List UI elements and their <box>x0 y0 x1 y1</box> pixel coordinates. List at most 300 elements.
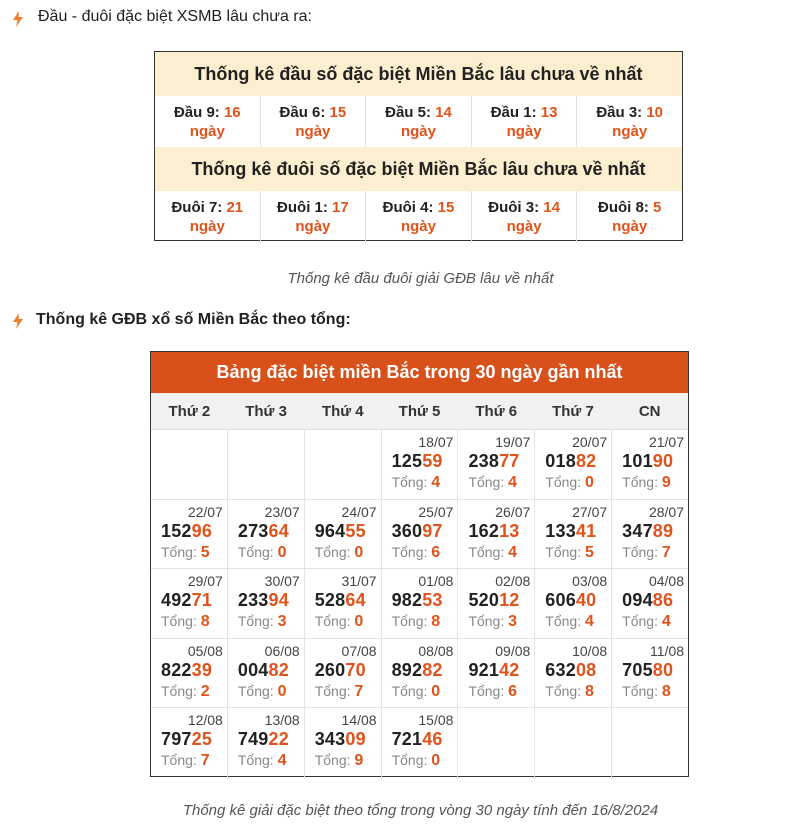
dau-line <box>385 103 452 122</box>
day-cell <box>382 639 459 708</box>
sum-line <box>622 613 671 631</box>
sum-line <box>161 683 210 701</box>
draw-date: 05/08 <box>187 642 223 659</box>
draw-date: 24/07 <box>341 503 377 520</box>
special-prize-number <box>468 590 519 611</box>
duoi-label: Đuôi 8: <box>598 198 653 216</box>
sum-line <box>622 474 671 492</box>
sum-label: Tổng: <box>314 752 355 769</box>
number-head: 632 <box>545 659 576 680</box>
special-prize-number <box>315 660 366 681</box>
number-head: 347 <box>622 520 653 541</box>
empty-day-cell <box>535 708 612 778</box>
number-tail: 86 <box>652 590 674 611</box>
draw-date: 06/08 <box>264 642 300 659</box>
draw-date: 30/07 <box>264 573 300 590</box>
sum-label: Tổng: <box>161 752 201 769</box>
duoi-label: Đuôi 4: <box>382 198 438 216</box>
number-tail: 09 <box>345 729 366 750</box>
number-tail: 97 <box>422 520 443 541</box>
day-cell <box>535 500 612 569</box>
draw-date: 31/07 <box>341 573 377 590</box>
sum-line <box>315 752 364 770</box>
number-head: 273 <box>237 520 269 541</box>
day-cell <box>305 500 382 569</box>
sum-value: 4 <box>431 474 441 491</box>
sum-value: 8 <box>585 682 594 700</box>
sum-line <box>238 683 287 701</box>
number-tail: 46 <box>422 729 443 750</box>
day-cell <box>305 708 382 778</box>
dau-cell <box>472 96 578 147</box>
draw-date: 15/08 <box>418 712 454 729</box>
sum-label: Tổng: <box>468 474 509 490</box>
draw-date: 02/08 <box>495 573 531 590</box>
duoi-cell <box>261 191 367 242</box>
number-tail: 12 <box>499 590 520 611</box>
weekday-header: Thứ 4 <box>321 402 364 420</box>
sum-line <box>545 544 594 562</box>
number-head: 520 <box>468 590 500 611</box>
sum-value: 4 <box>508 474 518 491</box>
sum-value: 7 <box>354 682 364 700</box>
special-prize-number <box>161 590 212 611</box>
sum-value: 2 <box>200 682 210 700</box>
dau-duoi-table <box>154 51 683 241</box>
dau-table-header: Thống kê đầu số đặc biệt Miền Bắc lâu chưa về nhất <box>155 52 682 96</box>
duoi-table-header: Thống kê đuôi số đặc biệt Miền Bắc lâu chưa về nhất <box>155 147 682 191</box>
dau-cell <box>155 96 261 147</box>
draw-date: 07/08 <box>341 642 377 659</box>
sum-label: Tổng: <box>391 613 432 630</box>
number-tail: 82 <box>422 659 443 680</box>
sum-line <box>238 544 287 562</box>
day-cell <box>228 569 305 638</box>
number-tail: 25 <box>191 729 213 750</box>
day-cell <box>228 639 305 708</box>
duoi-line <box>277 198 349 217</box>
sum-label: Tổng: <box>237 752 278 769</box>
sum-value: 5 <box>585 543 594 561</box>
number-head: 125 <box>391 451 423 471</box>
special-prize-number <box>622 451 673 472</box>
sum-line <box>545 474 594 492</box>
special-prize-number <box>315 521 366 542</box>
number-head: 162 <box>468 520 500 541</box>
day-cell <box>612 569 688 638</box>
sum-label: Tổng: <box>622 474 662 490</box>
dau-unit: ngày <box>612 122 648 140</box>
sum-value: 7 <box>200 752 210 770</box>
sum-label: Tổng: <box>161 543 201 560</box>
number-tail: 80 <box>652 659 674 680</box>
draw-date: 13/08 <box>264 712 300 729</box>
sum-value: 0 <box>277 682 287 700</box>
number-head: 133 <box>545 520 576 541</box>
sum-line <box>392 752 441 770</box>
sum-line <box>161 544 210 562</box>
dau-unit: ngày <box>506 122 542 140</box>
number-head: 721 <box>391 729 423 750</box>
sum-label: Tổng: <box>391 543 432 560</box>
sum-line <box>315 683 364 701</box>
sum-line <box>392 544 441 562</box>
week-row <box>151 430 688 500</box>
draw-date: 19/07 <box>495 434 531 450</box>
number-tail: 59 <box>422 451 443 471</box>
number-tail: 41 <box>575 520 597 541</box>
draw-date: 18/07 <box>418 434 454 450</box>
dau-label: Đầu 6: <box>279 103 330 121</box>
number-tail: 39 <box>191 659 213 680</box>
sum-value: 9 <box>354 752 364 770</box>
weekday-header: Thứ 7 <box>552 402 594 420</box>
sum-value: 4 <box>277 752 287 770</box>
sum-line <box>238 613 287 631</box>
duoi-line <box>598 198 661 217</box>
empty-day-cell <box>228 430 305 499</box>
sum-value: 9 <box>661 474 671 491</box>
special-prize-number <box>392 660 443 681</box>
special-prize-number <box>238 660 289 681</box>
duoi-label: Đuôi 7: <box>171 198 227 216</box>
draw-date: 21/07 <box>648 434 685 450</box>
dau-days-value: 13 <box>540 103 558 121</box>
number-tail: 22 <box>268 729 289 750</box>
sum-value: 0 <box>585 474 594 491</box>
dau-cell <box>366 96 472 147</box>
sum-label: Tổng: <box>545 543 585 560</box>
draw-date: 20/07 <box>572 434 608 450</box>
number-head: 606 <box>545 590 576 611</box>
draw-date: 22/07 <box>187 503 223 520</box>
number-head: 982 <box>391 590 423 611</box>
day-cell <box>458 430 535 499</box>
number-head: 892 <box>391 659 423 680</box>
dau-label: Đầu 1: <box>490 103 541 121</box>
duoi-label: Đuôi 3: <box>488 198 544 216</box>
sum-value: 4 <box>508 543 518 561</box>
draw-date: 27/07 <box>572 503 608 520</box>
draw-date: 10/08 <box>572 642 608 659</box>
sum-value: 8 <box>200 613 210 631</box>
sum-label: Tổng: <box>622 613 662 630</box>
sum-label: Tổng: <box>237 682 278 699</box>
number-head: 094 <box>622 590 653 611</box>
dau-unit: ngày <box>189 122 225 140</box>
duoi-line <box>171 198 243 217</box>
number-head: 360 <box>391 520 423 541</box>
draw-date: 12/08 <box>187 712 223 729</box>
dau-cell <box>577 96 682 147</box>
dau-line <box>174 103 241 122</box>
sum-label: Tổng: <box>391 752 432 769</box>
sum-line <box>392 683 441 701</box>
number-tail: 82 <box>575 451 597 471</box>
duoi-label: Đuôi 1: <box>277 198 333 216</box>
duoi-unit: ngày <box>506 217 542 235</box>
day-cell <box>458 639 535 708</box>
duoi-cell <box>366 191 472 242</box>
special-prize-number <box>622 660 673 681</box>
sum-line <box>545 683 594 701</box>
special-prize-number <box>315 729 366 750</box>
sum-value: 5 <box>200 543 210 561</box>
number-tail: 89 <box>652 520 674 541</box>
day-cell <box>151 639 228 708</box>
number-tail: 94 <box>268 590 289 611</box>
caption-dau-duoi: Thống kê đầu đuôi giải GĐB lâu về nhất <box>287 270 554 287</box>
duoi-days-value: 5 <box>653 198 662 216</box>
empty-day-cell <box>458 708 535 778</box>
number-tail: 08 <box>575 659 597 680</box>
weekday-header: Thứ 6 <box>475 402 518 420</box>
dau-line <box>280 103 347 122</box>
sum-label: Tổng: <box>545 613 585 630</box>
dau-unit: ngày <box>400 122 436 140</box>
number-head: 152 <box>161 520 192 541</box>
number-head: 749 <box>237 729 269 750</box>
weekday-header: Thứ 3 <box>245 402 287 420</box>
day-cell <box>151 569 228 638</box>
section-title-tong: Thống kê GĐB xổ số Miền Bắc theo tổng: <box>36 311 351 328</box>
sum-label: Tổng: <box>237 543 278 560</box>
special-prize-number <box>545 451 596 472</box>
dau-row <box>155 96 682 147</box>
empty-day-cell <box>151 430 228 499</box>
sum-label: Tổng: <box>468 682 509 699</box>
weekday-header-row <box>151 393 688 430</box>
dau-unit: ngày <box>295 122 331 140</box>
sum-line <box>622 683 671 701</box>
number-head: 018 <box>545 451 576 471</box>
special-prize-number <box>161 521 212 542</box>
sum-label: Tổng: <box>161 682 201 699</box>
sum-value: 6 <box>508 682 518 700</box>
number-tail: 90 <box>652 451 674 471</box>
day-cell <box>305 639 382 708</box>
special-prize-number <box>238 521 289 542</box>
duoi-days-value: 14 <box>543 198 560 216</box>
duoi-days-value: 17 <box>332 198 349 216</box>
number-tail: 71 <box>191 590 213 611</box>
special-prize-number <box>392 521 443 542</box>
draw-date: 26/07 <box>495 503 531 520</box>
special-prize-number <box>392 729 443 750</box>
draw-date: 09/08 <box>495 642 531 659</box>
section-title-dau-duoi: Đầu - đuôi đặc biệt XSMB lâu chưa ra: <box>38 8 312 25</box>
day-cell <box>228 708 305 778</box>
duoi-line <box>488 198 560 217</box>
sum-label: Tổng: <box>622 682 662 699</box>
day-cell <box>382 430 459 499</box>
sum-value: 8 <box>661 682 671 700</box>
day-cell <box>535 569 612 638</box>
sum-value: 6 <box>431 543 441 561</box>
duoi-unit: ngày <box>295 217 331 235</box>
number-head: 921 <box>468 659 500 680</box>
sum-value: 8 <box>431 613 441 631</box>
sum-label: Tổng: <box>545 474 585 490</box>
number-head: 528 <box>314 590 346 611</box>
special-prize-number <box>545 590 596 611</box>
sum-line <box>315 544 364 562</box>
draw-date: 04/08 <box>648 573 685 590</box>
sum-value: 0 <box>431 682 441 700</box>
special-prize-number <box>392 590 443 611</box>
sum-label: Tổng: <box>391 474 432 490</box>
sum-line <box>468 544 517 562</box>
week-row <box>151 569 688 639</box>
sum-value: 7 <box>661 543 671 561</box>
dau-label: Đầu 3: <box>596 103 647 121</box>
day-cell <box>612 430 688 499</box>
sum-value: 3 <box>508 613 518 631</box>
day-cell <box>228 500 305 569</box>
week-row <box>151 500 688 570</box>
week-row <box>151 708 688 778</box>
day-cell <box>535 639 612 708</box>
duoi-cell <box>155 191 261 242</box>
duoi-days-value: 15 <box>437 198 455 216</box>
special-prize-number <box>468 660 519 681</box>
dau-label: Đầu 5: <box>385 103 436 121</box>
number-head: 238 <box>468 451 500 471</box>
sum-line <box>545 613 594 631</box>
special-prize-number <box>238 590 289 611</box>
number-tail: 55 <box>345 520 366 541</box>
special-prize-number <box>545 521 596 542</box>
number-head: 964 <box>314 520 346 541</box>
special-prize-number <box>622 521 673 542</box>
sum-value: 0 <box>277 543 287 561</box>
number-head: 343 <box>314 729 346 750</box>
sum-line <box>315 613 364 631</box>
day-cell <box>458 569 535 638</box>
caption-tong: Thống kê giải đặc biệt theo tổng trong vòng 30 ngày tính đến 16/8/2024 <box>182 802 659 819</box>
dau-cell <box>261 96 367 147</box>
draw-date: 23/07 <box>264 503 300 520</box>
number-head: 233 <box>237 590 269 611</box>
sum-line <box>468 613 517 631</box>
lightning-bolt-icon <box>12 313 24 329</box>
day-cell <box>382 500 459 569</box>
day-cell <box>382 569 459 638</box>
number-head: 822 <box>161 659 192 680</box>
day-cell <box>612 639 688 708</box>
sum-label: Tổng: <box>314 682 355 699</box>
number-tail: 40 <box>575 590 597 611</box>
day-cell <box>151 500 228 569</box>
draw-date: 29/07 <box>187 573 223 590</box>
sum-value: 0 <box>354 543 364 561</box>
draw-date: 25/07 <box>418 503 454 520</box>
sum-label: Tổng: <box>622 543 662 560</box>
dau-days-value: 15 <box>329 103 347 121</box>
day-cell <box>151 708 228 778</box>
dau-line <box>491 103 558 122</box>
day-cell <box>612 500 688 569</box>
table-title: Bảng đặc biệt miền Bắc trong 30 ngày gần nhất <box>151 352 688 393</box>
empty-day-cell <box>612 708 688 778</box>
special-prize-number <box>468 521 519 542</box>
lightning-bolt-icon <box>12 11 24 27</box>
week-row <box>151 639 688 709</box>
calendar-grid <box>151 430 688 778</box>
duoi-cell <box>577 191 682 242</box>
draw-date: 28/07 <box>648 503 685 520</box>
sum-value: 3 <box>277 613 287 631</box>
empty-day-cell <box>305 430 382 499</box>
sum-label: Tổng: <box>237 613 278 630</box>
day-cell <box>305 569 382 638</box>
sum-label: Tổng: <box>468 613 509 630</box>
duoi-unit: ngày <box>400 217 436 235</box>
sum-label: Tổng: <box>314 613 355 630</box>
sum-label: Tổng: <box>391 682 432 699</box>
day-cell <box>535 430 612 499</box>
duoi-row <box>155 191 682 242</box>
sum-line <box>392 613 441 631</box>
sum-label: Tổng: <box>314 543 355 560</box>
sum-line <box>161 752 210 770</box>
number-tail: 13 <box>499 520 520 541</box>
dau-label: Đầu 9: <box>173 103 224 121</box>
number-tail: 53 <box>422 590 443 611</box>
sum-line <box>468 474 517 492</box>
special-prize-number <box>622 590 673 611</box>
sum-line <box>392 474 441 492</box>
dau-line <box>596 103 663 122</box>
duoi-unit: ngày <box>189 217 225 235</box>
duoi-days-value: 21 <box>226 198 244 216</box>
sum-label: Tổng: <box>468 543 509 560</box>
sum-value: 0 <box>431 752 441 770</box>
duoi-unit: ngày <box>612 217 648 235</box>
dau-days-value: 14 <box>435 103 452 121</box>
sum-label: Tổng: <box>161 613 201 630</box>
special-prize-number <box>161 729 212 750</box>
number-tail: 77 <box>499 451 520 471</box>
weekday-header: Thứ 2 <box>168 402 211 420</box>
duoi-cell <box>472 191 578 242</box>
weekday-header: Thứ 5 <box>398 402 441 420</box>
number-head: 004 <box>237 659 269 680</box>
number-head: 101 <box>622 451 653 471</box>
sum-line <box>622 544 671 562</box>
draw-date: 14/08 <box>341 712 377 729</box>
number-head: 705 <box>622 659 653 680</box>
sum-line <box>468 683 517 701</box>
draw-date: 11/08 <box>650 642 685 659</box>
special-prize-number <box>238 729 289 750</box>
weekday-header: CN <box>638 402 661 420</box>
dau-days-value: 16 <box>223 103 241 121</box>
duoi-line <box>383 198 455 217</box>
day-cell <box>458 500 535 569</box>
number-head: 797 <box>161 729 192 750</box>
special-prize-number <box>468 451 519 472</box>
sum-label: Tổng: <box>545 682 585 699</box>
sum-value: 0 <box>354 613 364 631</box>
draw-date: 01/08 <box>418 573 454 590</box>
dau-days-value: 10 <box>646 103 664 121</box>
special-prize-number <box>161 660 212 681</box>
number-head: 260 <box>314 659 346 680</box>
sum-line <box>161 613 210 631</box>
number-tail: 64 <box>268 520 289 541</box>
sum-line <box>238 752 287 770</box>
